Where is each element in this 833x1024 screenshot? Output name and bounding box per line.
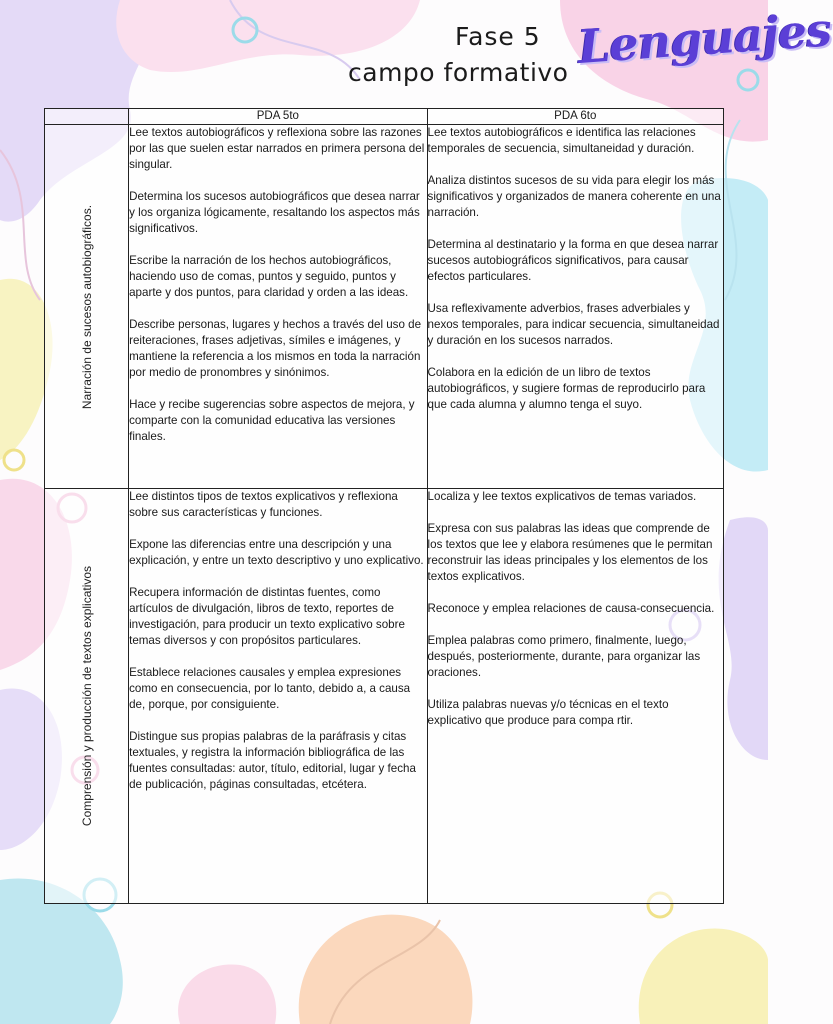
pda-item: Lee textos autobiográficos e identifica las relaciones temporales de secuencia, simultaneidad y duración. (427, 126, 696, 155)
pda-item: Utiliza palabras nuevas y/o técnicas en el texto explicativo que produce para compa rtir. (427, 698, 669, 728)
row-label: Narración de sucesos autobiográficos. (79, 204, 94, 409)
pda6-cell (427, 125, 723, 489)
pda-item: Hace y recibe sugerencias sobre aspectos de mejora, y comparte con la comunidad educativa las versiones finales. (129, 398, 415, 443)
pda-item: Reconoce y emplea relaciones de causa-consecuencia. (427, 602, 715, 616)
fase-title: Fase 5 (455, 22, 541, 51)
pda5-cell (129, 489, 427, 904)
table-row (45, 125, 724, 489)
pda-item: Localiza y lee textos explicativos de temas variados. (427, 490, 697, 504)
pda-item: Recupera información de distintas fuentes, como artículos de divulgación, libros de texto, reportes de investigación, para producir un texto explicativo sobre temas diversos y con propósitos particulares. (129, 586, 405, 648)
pda-item: Emplea palabras como primero, finalmente, luego, después, posteriormente, durante, para organizar las oraciones. (427, 634, 701, 680)
lenguajes-logo-title: Lenguajes (576, 2, 833, 74)
blob-yellow-bottom-right (639, 928, 768, 1024)
pda-item: Determina los sucesos autobiográficos que desea narrar y los organiza lógicamente, resaltando los aspectos más significativos. (129, 190, 420, 235)
pda-item: Distingue sus propias palabras de la paráfrasis y citas textuales, y registra la información bibliográfica de las fuentes consultadas: autor, título, editorial, lugar y fecha de publicación, páginas consultadas, etcétera. (129, 730, 416, 792)
blob-peach-bottom (299, 915, 473, 1024)
pda6-cell (427, 489, 723, 904)
page-header (0, 0, 833, 108)
table-header-row (45, 109, 724, 125)
row-label-cell (45, 489, 129, 904)
blob-pink-bottom (178, 964, 276, 1024)
pda-item: Determina al destinatario y la forma en que desea narrar sucesos autobiográficos significativos, para causar efectos particulares. (427, 238, 719, 283)
pda-item: Establece relaciones causales y emplea expresiones como en consecuencia, por lo tanto, debido a, a causa de, porque, por consiguiente. (129, 666, 411, 712)
row-label-cell (45, 125, 129, 489)
pda-table (44, 108, 724, 904)
campo-formativo-title: campo formativo (348, 58, 569, 87)
pda-item: Expone las diferencias entre una descripción y una explicación, y entre un texto descriptivo y uno explicativo. (129, 538, 424, 568)
blob-lavender-right (719, 517, 768, 760)
pda-item: Expresa con sus palabras las ideas que comprende de los textos que lee y elabora resúmenes que le permitan reconstruir las ideas principales y los elementos de los textos explicativos. (427, 522, 713, 584)
row-label: Comprensión y producción de textos explicativos (79, 566, 94, 827)
header-pda5: PDA 5to (129, 109, 427, 125)
header-pda6: PDA 6to (427, 109, 723, 125)
pda5-cell (129, 125, 427, 489)
pda-item: Lee textos autobiográficos y reflexiona sobre las razones por las que suelen estar narrados en primera persona del singular. (129, 126, 425, 171)
pda-item: Describe personas, lugares y hechos a través del uso de reiteraciones, frases adjetivas, símiles e imágenes, y mantiene la referencia a los mismos en toda la narración por medio de pronombres y sinónimos. (129, 318, 422, 379)
ring-yellow-left (4, 450, 24, 470)
pda-item: Lee distintos tipos de textos explicativos y reflexiona sobre sus características y funciones. (129, 490, 398, 520)
pda-item: Colabora en la edición de un libro de textos autobiográficos, y sugiere formas de reproducirlo para que cada alumna y alumno tenga el suyo. (427, 366, 706, 411)
pda-item: Escribe la narración de los hechos autobiográficos, haciendo uso de comas, puntos y seguido, puntos y aparte y dos puntos, para claridad y orden a las ideas. (129, 254, 409, 299)
pda-item: Usa reflexivamente adverbios, frases adverbiales y nexos temporales, para indicar secuencia, simultaneidad y duración en los sucesos narrados. (427, 302, 720, 347)
table-row (45, 489, 724, 904)
header-empty-cell (45, 109, 129, 125)
pda-item: Analiza distintos sucesos de su vida para elegir los más significativos y organizados de manera coherente en una narración. (427, 174, 721, 219)
